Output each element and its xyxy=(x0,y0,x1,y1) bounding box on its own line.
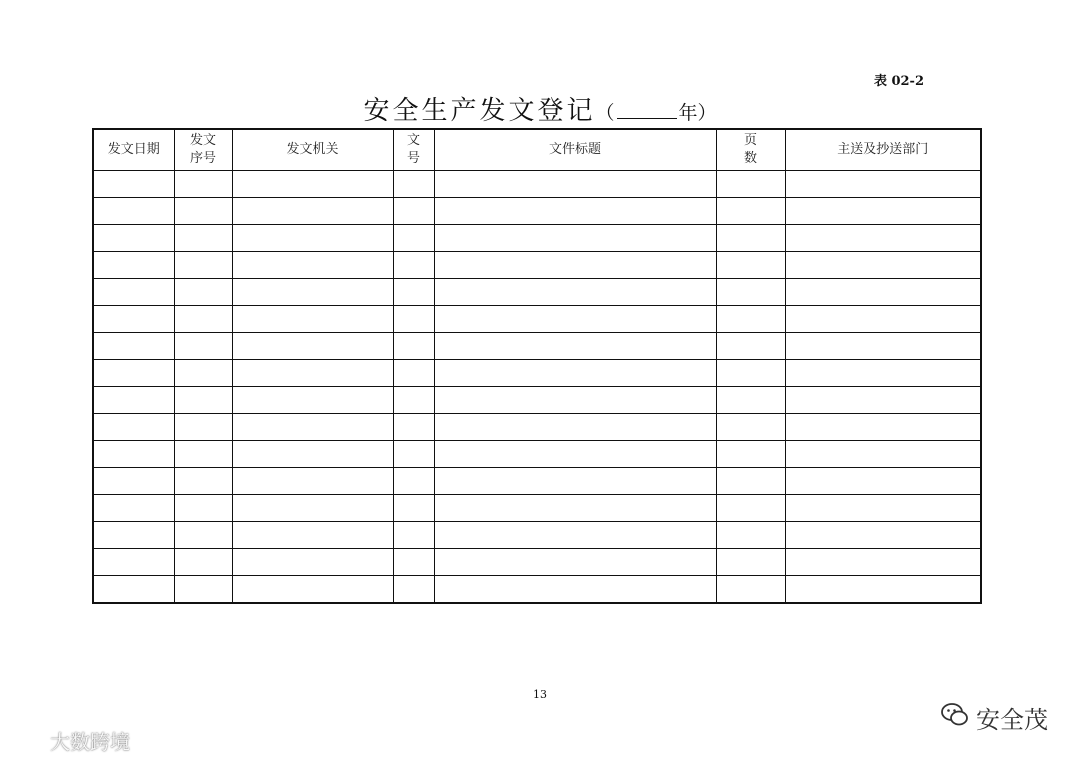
dispatch-register-table xyxy=(92,128,982,604)
table-cell[interactable] xyxy=(232,387,393,414)
table-cell[interactable] xyxy=(93,252,174,279)
table-cell[interactable] xyxy=(393,576,434,604)
table-row xyxy=(93,387,981,414)
page-number: 13 xyxy=(533,688,547,701)
table-row xyxy=(93,306,981,333)
column-header xyxy=(93,129,174,171)
table-cell[interactable] xyxy=(174,441,232,468)
table-cell[interactable] xyxy=(93,333,174,360)
table-row xyxy=(93,171,981,198)
table-cell[interactable] xyxy=(716,198,785,225)
table-row xyxy=(93,549,981,576)
table-cell[interactable] xyxy=(716,171,785,198)
year-blank-line xyxy=(617,102,677,119)
watermark-left xyxy=(12,726,130,755)
table-cell[interactable] xyxy=(93,279,174,306)
column-header-label: 数 xyxy=(743,151,757,166)
table-cell[interactable] xyxy=(785,279,981,306)
table-cell[interactable] xyxy=(434,171,716,198)
column-header-label: 发文机关 xyxy=(286,142,339,157)
table-header xyxy=(93,129,981,171)
table-cell[interactable] xyxy=(393,495,434,522)
table-cell[interactable] xyxy=(434,522,716,549)
table-cell[interactable] xyxy=(93,414,174,441)
column-header xyxy=(434,129,716,171)
table-cell[interactable] xyxy=(785,333,981,360)
table-cell[interactable] xyxy=(93,441,174,468)
table-cell[interactable] xyxy=(174,333,232,360)
table-cell[interactable] xyxy=(716,306,785,333)
header-row xyxy=(93,129,981,171)
column-header-label: 文 xyxy=(406,133,420,148)
table-cell[interactable] xyxy=(434,387,716,414)
table-cell[interactable] xyxy=(434,252,716,279)
column-header-label: 文件标题 xyxy=(548,142,601,157)
column-header xyxy=(393,129,434,171)
table-cell[interactable] xyxy=(785,387,981,414)
form-code: 表 02-2 xyxy=(873,74,924,89)
table-body xyxy=(93,171,981,604)
table-cell[interactable] xyxy=(174,225,232,252)
table-cell[interactable] xyxy=(232,360,393,387)
table-row xyxy=(93,333,981,360)
table-cell[interactable] xyxy=(232,306,393,333)
table-cell[interactable] xyxy=(434,333,716,360)
table-cell[interactable] xyxy=(393,306,434,333)
table-cell[interactable] xyxy=(393,441,434,468)
title-main: 安全生产发文登记 xyxy=(363,96,596,126)
table-cell[interactable] xyxy=(232,495,393,522)
table-cell[interactable] xyxy=(174,252,232,279)
table-row xyxy=(93,441,981,468)
table-cell[interactable] xyxy=(93,171,174,198)
table-cell[interactable] xyxy=(174,576,232,604)
table-cell[interactable] xyxy=(93,549,174,576)
table-cell[interactable] xyxy=(716,333,785,360)
table-cell[interactable] xyxy=(434,225,716,252)
table-cell[interactable] xyxy=(785,549,981,576)
table-row xyxy=(93,522,981,549)
table-cell[interactable] xyxy=(232,171,393,198)
table-cell[interactable] xyxy=(716,549,785,576)
table-cell[interactable] xyxy=(393,225,434,252)
table-row xyxy=(93,414,981,441)
table-cell[interactable] xyxy=(785,171,981,198)
table-cell[interactable] xyxy=(93,225,174,252)
table-cell[interactable] xyxy=(393,198,434,225)
table-cell[interactable] xyxy=(93,495,174,522)
table-cell[interactable] xyxy=(785,306,981,333)
column-header xyxy=(232,129,393,171)
table-cell[interactable] xyxy=(785,576,981,604)
table-cell[interactable] xyxy=(174,306,232,333)
table-cell[interactable] xyxy=(393,387,434,414)
table-cell[interactable] xyxy=(716,225,785,252)
table-cell[interactable] xyxy=(716,441,785,468)
table-cell[interactable] xyxy=(232,252,393,279)
table-cell[interactable] xyxy=(174,495,232,522)
table-cell[interactable] xyxy=(716,414,785,441)
column-header-label: 发文日期 xyxy=(107,142,160,157)
table-cell[interactable] xyxy=(434,468,716,495)
table-cell[interactable] xyxy=(393,279,434,306)
table-cell[interactable] xyxy=(393,171,434,198)
table-row xyxy=(93,576,981,604)
table-cell[interactable] xyxy=(232,198,393,225)
table-cell[interactable] xyxy=(232,333,393,360)
table-cell[interactable] xyxy=(434,441,716,468)
table-row xyxy=(93,495,981,522)
table-cell[interactable] xyxy=(232,441,393,468)
table-cell[interactable] xyxy=(785,225,981,252)
table-cell[interactable] xyxy=(174,414,232,441)
table-cell[interactable] xyxy=(174,387,232,414)
table-cell[interactable] xyxy=(232,576,393,604)
table-cell[interactable] xyxy=(174,549,232,576)
table-cell[interactable] xyxy=(393,333,434,360)
document-title xyxy=(0,90,1080,127)
brand-logo-icon xyxy=(12,729,46,753)
table-cell[interactable] xyxy=(93,306,174,333)
table-cell[interactable] xyxy=(232,468,393,495)
column-header-label: 页 xyxy=(743,133,757,148)
watermark-right-text: 安全茂 xyxy=(976,706,1048,734)
watermark-right xyxy=(940,700,1048,735)
table-cell[interactable] xyxy=(93,522,174,549)
table-row xyxy=(93,252,981,279)
column-header xyxy=(716,129,785,171)
table-cell[interactable] xyxy=(174,198,232,225)
table-cell[interactable] xyxy=(93,387,174,414)
column-header-label: 序号 xyxy=(189,151,216,166)
table-cell[interactable] xyxy=(434,576,716,604)
table-cell[interactable] xyxy=(434,198,716,225)
table-row xyxy=(93,279,981,306)
title-year-unit: 年） xyxy=(678,102,717,124)
table-cell[interactable] xyxy=(434,306,716,333)
table-cell[interactable] xyxy=(93,468,174,495)
column-header-label: 号 xyxy=(406,151,420,166)
table-row xyxy=(93,225,981,252)
table-cell[interactable] xyxy=(716,360,785,387)
table-cell[interactable] xyxy=(785,360,981,387)
table-cell[interactable] xyxy=(434,414,716,441)
table-cell[interactable] xyxy=(232,549,393,576)
table-cell[interactable] xyxy=(716,387,785,414)
table-cell[interactable] xyxy=(434,279,716,306)
table-cell[interactable] xyxy=(785,414,981,441)
table-cell[interactable] xyxy=(93,198,174,225)
table-cell[interactable] xyxy=(716,279,785,306)
table-cell[interactable] xyxy=(393,549,434,576)
table-cell[interactable] xyxy=(785,198,981,225)
table-cell[interactable] xyxy=(434,495,716,522)
table-cell[interactable] xyxy=(785,252,981,279)
column-header-label: 发文 xyxy=(189,133,216,148)
table-cell[interactable] xyxy=(716,576,785,604)
table-cell[interactable] xyxy=(232,414,393,441)
table-cell[interactable] xyxy=(785,495,981,522)
table-cell[interactable] xyxy=(393,414,434,441)
wechat-icon xyxy=(940,702,970,734)
column-header xyxy=(785,129,981,171)
title-year-open: （ xyxy=(595,102,615,124)
table-row xyxy=(93,360,981,387)
table-cell[interactable] xyxy=(174,171,232,198)
table-row xyxy=(93,468,981,495)
table-cell[interactable] xyxy=(434,549,716,576)
table-cell[interactable] xyxy=(232,279,393,306)
table-cell[interactable] xyxy=(716,495,785,522)
table-cell[interactable] xyxy=(785,441,981,468)
table-cell[interactable] xyxy=(174,360,232,387)
table-cell[interactable] xyxy=(393,252,434,279)
table-cell[interactable] xyxy=(93,576,174,604)
column-header-label: 主送及抄送部门 xyxy=(837,142,929,157)
table-cell[interactable] xyxy=(174,522,232,549)
table-cell[interactable] xyxy=(785,468,981,495)
table-cell[interactable] xyxy=(232,522,393,549)
table-cell[interactable] xyxy=(716,522,785,549)
table-cell[interactable] xyxy=(174,468,232,495)
table-cell[interactable] xyxy=(393,468,434,495)
table-cell[interactable] xyxy=(93,360,174,387)
watermark-left-text: 大数跨境 xyxy=(50,730,130,754)
table-cell[interactable] xyxy=(716,468,785,495)
table-cell[interactable] xyxy=(174,279,232,306)
table-cell[interactable] xyxy=(393,522,434,549)
table-cell[interactable] xyxy=(785,522,981,549)
table-cell[interactable] xyxy=(434,360,716,387)
table-cell[interactable] xyxy=(232,225,393,252)
column-header xyxy=(174,129,232,171)
table-cell[interactable] xyxy=(716,252,785,279)
table-row xyxy=(93,198,981,225)
table-cell[interactable] xyxy=(393,360,434,387)
